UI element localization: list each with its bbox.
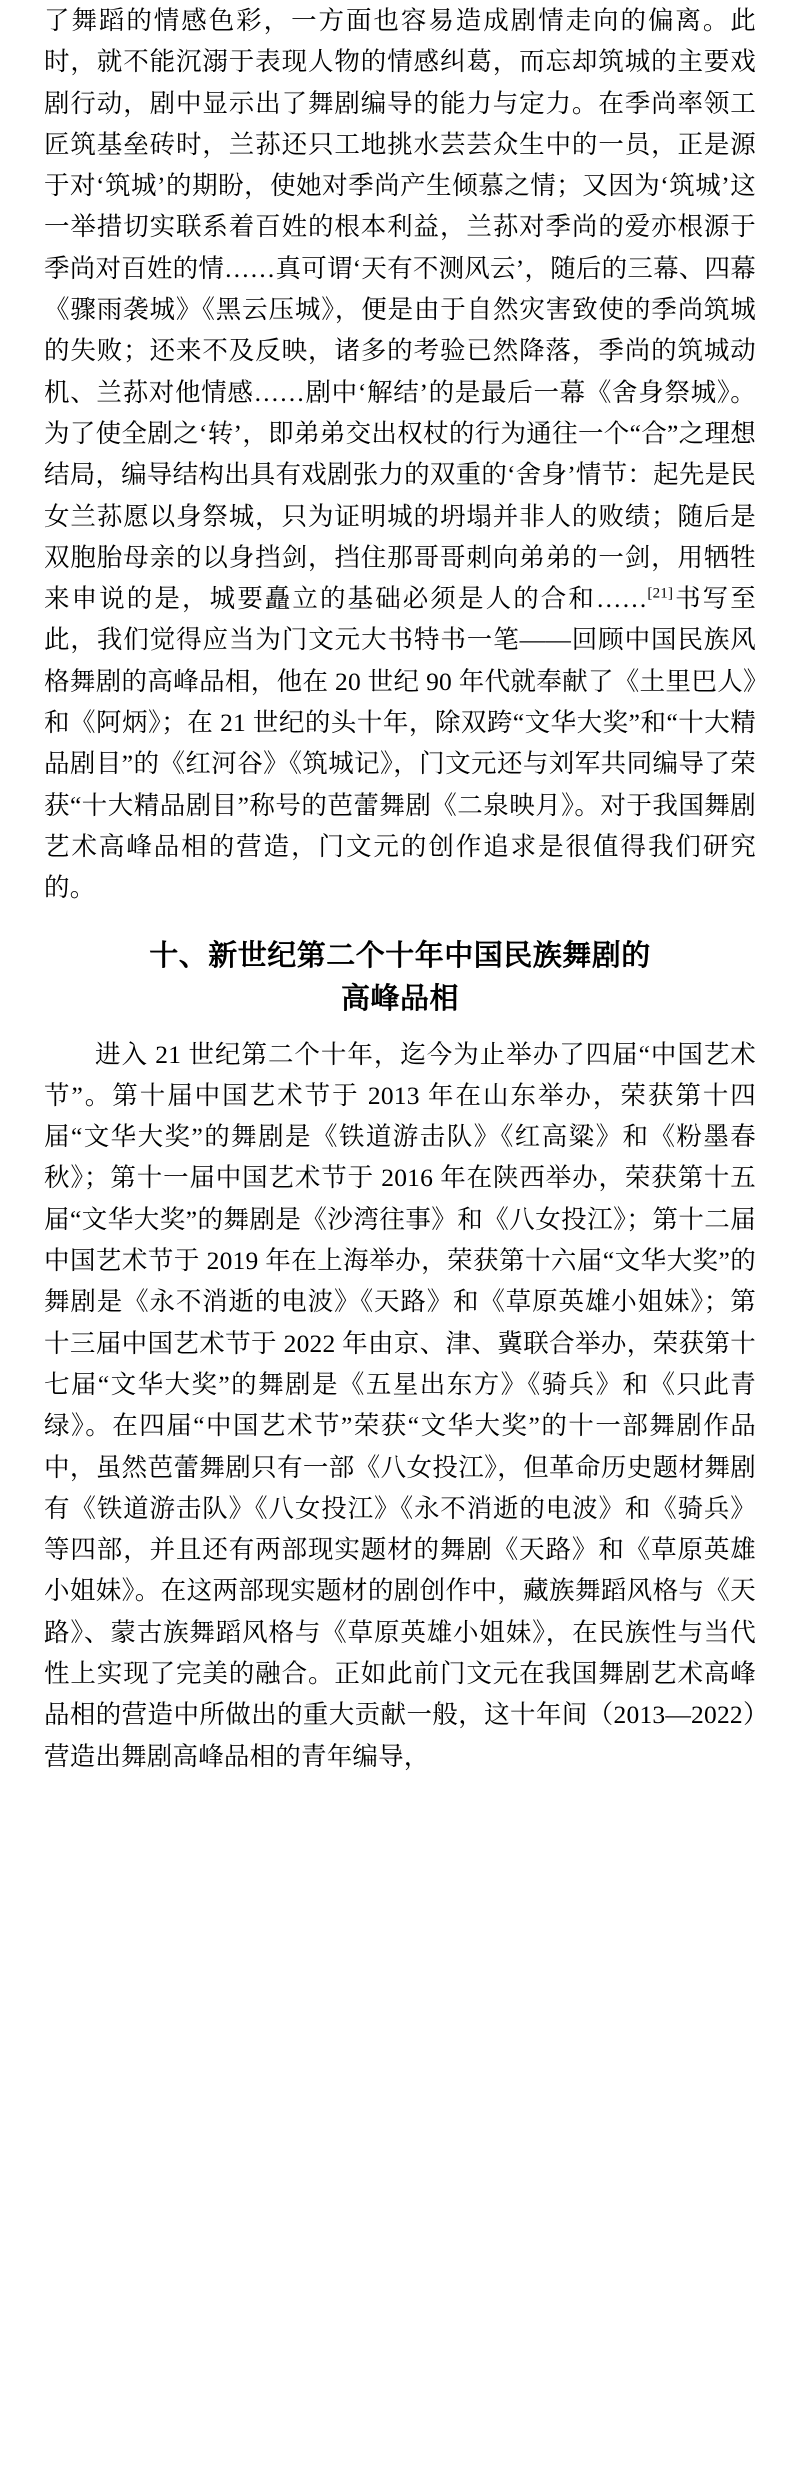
- paragraph-text: 了舞蹈的情感色彩，一方面也容易造成剧情走向的偏离。此时，就不能沉溺于表现人物的情感纠葛，而忘却筑城的主要戏剧行动，剧中显示出了舞剧编导的能力与定力。在季尚率领工匠筑基垒砖时，兰荪还只工地挑水芸芸众生中的一员，正是源于对‘筑城’的期盼，使她对季尚产生倾慕之情；又因为‘筑城’这一举措切实联系着百姓的根本利益，兰荪对季尚的爱亦根源于季尚对百姓的情……真可谓‘天有不测风云’，随后的三幕、四幕《骤雨袭城》《黑云压城》，便是由于自然灾害致使的季尚筑城的失败；还来不及反映，诸多的考验已然降落，季尚的筑城动机、兰荪对他情感……剧中‘解结’的是最后一幕《舍身祭城》。为了使全剧之‘转’，即弟弟交出权杖的行为通往一个“合”之理想结局，编导结构出具有戏剧张力的双重的‘舍身’情节：起先是民女兰荪愿以身祭城，只为证明城的坍塌并非人的败绩；随后是双胞胎母亲的以身挡剑，挡住那哥哥刺向弟弟的一剑，用牺牲来申说的是，城要矗立的基础必须是人的合和……: [44, 6, 756, 614]
- section-heading-line-1: 十、新世纪第二个十年中国民族舞剧的: [149, 939, 651, 972]
- footnote-reference: [21]: [647, 585, 674, 602]
- section-heading: [44, 935, 756, 1022]
- paragraph-continued: [44, 0, 756, 909]
- section-heading-line-2: 高峰品相: [340, 983, 459, 1016]
- paragraph-body: 进入 21 世纪第二个十年，迄今为止举办了四届“中国艺术节”。第十届中国艺术节于 2013 年在山东举办，荣获第十四届“文华大奖”的舞剧是《铁道游击队》《红高粱》和《粉墨春秋》；第十一届中国艺术节于 2016 年在陕西举办，荣获第十五届“文华大奖”的舞剧是《沙湾往事》和《八女投江》；第十二届中国艺术节于 2019 年在上海举办，荣获第十六届“文华大奖”的舞剧是《永不消逝的电波》《天路》和《草原英雄小姐妹》；第十三届中国艺术节于 2022 年由京、津、冀联合举办，荣获第十七届“文华大奖”的舞剧是《五星出东方》《骑兵》和《只此青绿》。在四届“中国艺术节”荣获“文华大奖”的十一部舞剧作品中，虽然芭蕾舞剧只有一部《八女投江》，但革命历史题材舞剧有《铁道游击队》《八女投江》《永不消逝的电波》和《骑兵》等四部，并且还有两部现实题材的舞剧《天路》和《草原英雄小姐妹》。在这两部现实题材的剧创作中，藏族舞蹈风格与《天路》、蒙古族舞蹈风格与《草原英雄小姐妹》，在民族性与当代性上实现了完美的融合。正如此前门文元在我国舞剧艺术高峰品相的营造中所做出的重大贡献一般，这十年间（2013—2022）营造出舞剧高峰品相的青年编导，: [44, 1039, 756, 1771]
- paragraph-text-continued: 书写至此，我们觉得应当为门文元大书特书一笔——回顾中国民族风格舞剧的高峰品相，他在 20 世纪 90 年代就奉献了《土里巴人》和《阿炳》；在 21 世纪的头十年，除双跨“文华大奖”和“十大精品剧目”的《红河谷》《筑城记》，门文元还与刘军共同编导了荣获“十大精品剧目”称号的芭蕾舞剧《二泉映月》。对于我国舞剧艺术高峰品相的营造，门文元的创作追求是很值得我们研究的。: [44, 584, 756, 903]
- body-text-block: [44, 0, 756, 1777]
